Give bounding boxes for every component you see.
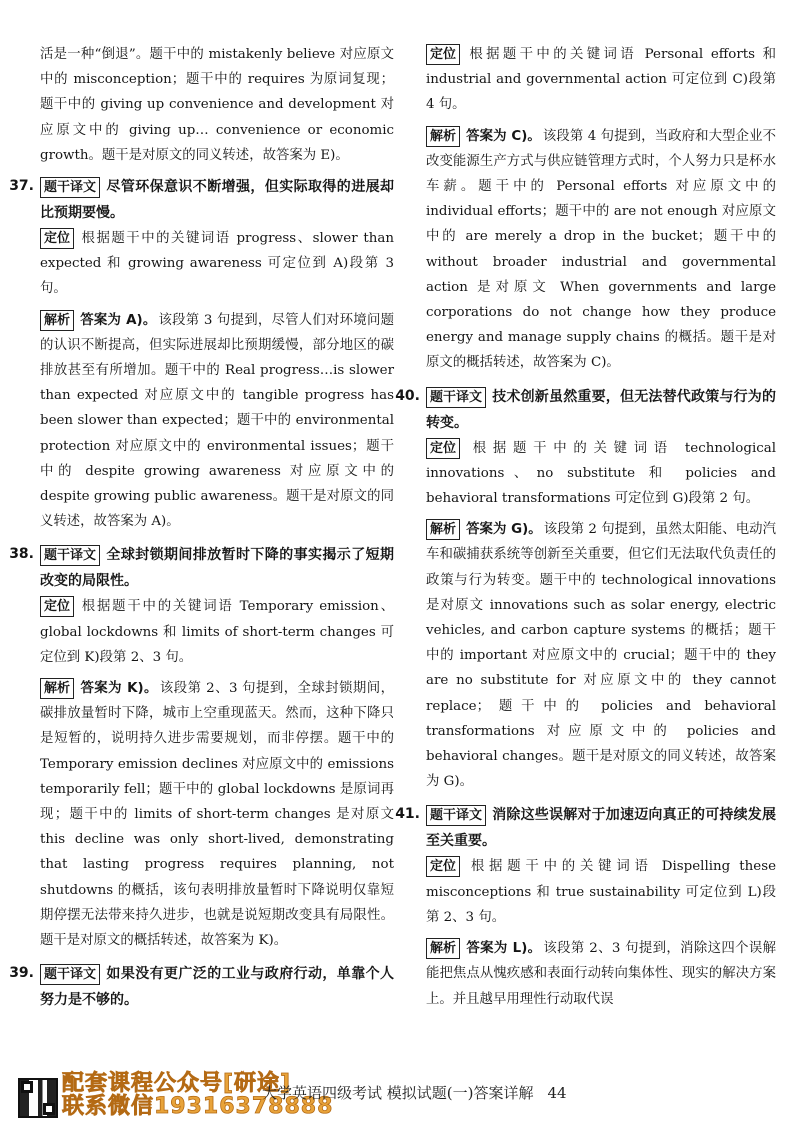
stem-translation-text: 全球封锁期间排放暂时下降的事实揭示了短期改变的局限性。 [40,547,394,590]
stem-translation-tag: 题干译文 [40,177,100,198]
page-title: 大学英语四级考试 模拟试题(一)答案详解 [262,1084,534,1102]
analysis-text: 该段第 2 句提到，虽然太阳能、电动汽车和碳捕获系统等创新至关重要，但它们无法取代负责任的政策与行为转变。题干中的 technological innovations 是对原文 innovations such as solar energy, electric vehicles, and carbon capture systems 的概括；题干中的 important 对应原文中的 crucial；题干中的 they are no substitute for 对应原文中的 they cannot replace；题干中的 policies and behavioral transformations 对应原文中的 policies and behavioral changes。题干是对原文的同义转述，故答案为 G)。 [426,522,776,790]
locate-tag: 定位 [426,438,460,459]
qr-code-icon [18,1078,58,1118]
answer-text: 答案为 G)。 [466,522,542,538]
locate-paragraph [426,42,776,118]
question-number: 41. [395,806,420,823]
question-number: 39. [9,965,34,982]
analysis-text: 该段第 3 句提到，尽管人们对环境问题的认识不断提高，但实际进展却比预期缓慢，部分地区的碳排放甚至有所增加。题干中的 Real progress…is slower than expected 对应原文中的 tangible progress has been slower than expected；题干中的 environmental protection 对应原文中的 environmental issues；题干中的 despite growing awareness 对应原文中的 despite growing public awareness。题干是对原文的同义转述，故答案为 A)。 [40,312,394,530]
locate-tag: 定位 [426,856,460,877]
watermark-line-1: 配套课程公众号[研途] [62,1071,292,1096]
stem-translation [40,174,394,226]
analysis-tag: 解析 [40,310,74,331]
stem-translation [426,384,776,436]
right-column [395,42,776,1020]
stem-translation-text: 如果没有更广泛的工业与政府行动，单靠个人努力是不够的。 [40,966,394,1009]
left-column [9,42,394,1021]
locate-tag: 定位 [40,596,74,617]
stem-translation-text: 消除这些误解对于加速迈向真正的可持续发展至关重要。 [426,807,776,850]
analysis-tag: 解析 [40,678,74,699]
analysis-tag: 解析 [426,938,460,959]
locate-tag: 定位 [40,228,74,249]
answer-text: 答案为 L)。 [466,941,542,957]
question-number: 37. [9,178,34,195]
answer-text: 答案为 A)。 [80,312,157,328]
page-info [262,1082,567,1103]
stem-translation-tag: 题干译文 [40,964,100,985]
question-41 [395,802,776,1011]
stem-translation [40,542,394,594]
stem-translation-text: 技术创新虽然重要，但无法替代政策与行为的转变。 [426,388,776,431]
page-footer [0,1072,800,1118]
stem-translation-tag: 题干译文 [426,387,486,408]
analysis-text: 该段第 2、3 句提到，全球封锁期间，碳排放量暂时下降，城市上空重现蓝天。然而，这种下降只是短暂的，说明持久进步需要规划，而非停摆。题干中的 Temporary emission declines 对应原文中的 emissions temporarily fell；题干中的 global lockdowns 是原词再现；题干中的 limits of short-term changes 是对原文 this decline was only short-lived, demonstrating that lasting progress requires planning, not shutdowns 的概括，该句表明排放量暂时下降说明仅靠短期停摆无法带来持久进步，也就是说短期改变具有局限性。题干是对原文的概括转述，故答案为 K)。 [40,681,394,949]
locate-paragraph [40,594,394,670]
analysis-paragraph [40,676,394,953]
question-38 [9,542,394,953]
locate-text: 根据题干中的关键词语 Temporary emission、global lockdowns 和 limits of short-term changes 可定位到 K)段第 2、3 句。 [40,599,394,665]
locate-tag: 定位 [426,44,460,65]
question-37 [9,174,394,534]
stem-translation [426,802,776,854]
analysis-paragraph [426,517,776,794]
locate-paragraph [40,226,394,302]
question-39-continued [426,42,776,376]
locate-paragraph [426,436,776,512]
page-number: 44 [547,1084,567,1102]
question-number: 38. [9,546,34,563]
analysis-tag: 解析 [426,519,460,540]
analysis-text: 该段第 4 句提到，当政府和大型企业不改变能源生产方式与供应链管理方式时，个人努力只是杯水车薪。题干中的 Personal efforts 对应原文中的 individual efforts；题干中的 are not enough 对应原文中的 are merely a drop in the bucket；题干中的 without broader industrial and governmental action 是对原文 When governments and large corporations do not change how they produce energy and manage supply chains 的概括。题干是对原文的概括转述，故答案为 C)。 [426,128,776,371]
locate-text: 根据题干中的关键词语 technological innovations、no substitute 和 policies and behavioral transformations 可定位到 G)段第 2 句。 [426,440,776,507]
analysis-tag: 解析 [426,126,460,147]
analysis-paragraph [426,936,776,1012]
locate-text: 根据题干中的关键词语 Dispelling these misconceptions 和 true sustainability 可定位到 L)段第 2、3 句。 [426,859,776,925]
answer-text: 答案为 C)。 [466,128,541,144]
question-40 [395,384,776,795]
analysis-paragraph [40,308,394,535]
locate-paragraph [426,854,776,930]
stem-translation-text: 尽管环保意识不断增强，但实际取得的进展却比预期要慢。 [40,179,394,222]
question-39 [9,961,394,1013]
stem-translation-tag: 题干译文 [426,805,486,826]
locate-text: 根据题干中的关键词语 progress、slower than expected 和 growing awareness 可定位到 A)段第 3 句。 [40,231,394,297]
question-number: 40. [395,387,420,404]
analysis-text: 该段第 2、3 句提到，消除这四个误解能把焦点从愧疚感和表面行动转向集体性、现实的解决方案上。并且越早用理性行动取代误 [426,941,776,1007]
answer-text: 答案为 K)。 [80,681,158,697]
watermark-line-2: 联系微信19316378888 [62,1094,334,1119]
analysis-paragraph [426,124,776,376]
continuation-paragraph: 活是一种“倒退”。题干中的 mistakenly believe 对应原文中的 misconception；题干中的 requires 为原词复现；题干中的 giving up convenience and development 对应原文中的 giving up… convenience or economic growth。题干是对原文的同义转述，故答案为 E)。 [40,47,394,163]
stem-translation [40,961,394,1013]
stem-translation-tag: 题干译文 [40,545,100,566]
locate-text: 根据题干中的关键词语 Personal efforts 和 industrial and governmental action 可定位到 C)段第 4 句。 [426,47,776,113]
